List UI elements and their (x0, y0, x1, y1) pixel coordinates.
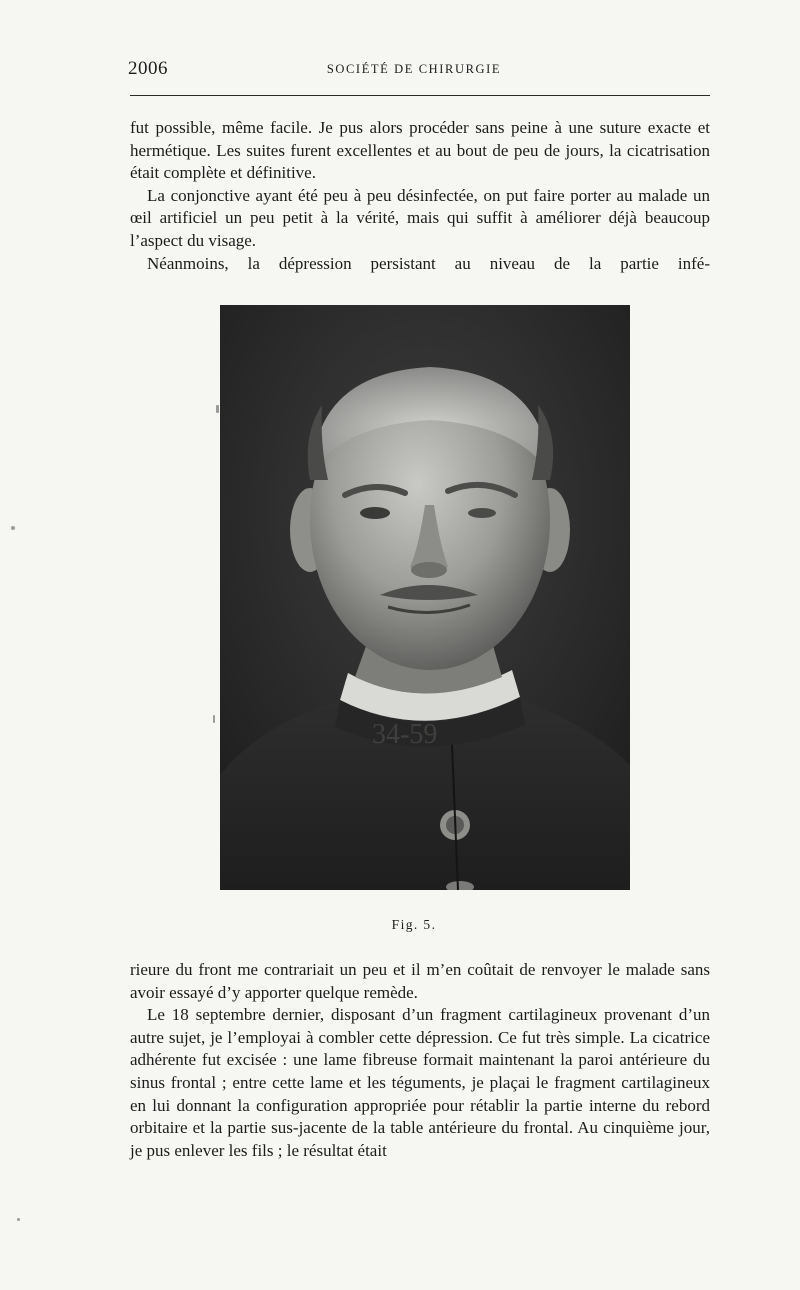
paper-speck (17, 1218, 20, 1221)
text-block-top (130, 117, 710, 275)
running-head: SOCIÉTÉ DE CHIRURGIE (326, 62, 502, 76)
paragraph: La conjonctive ayant été peu à peu désinfectée, on put faire porter au malade un œil artificiel un peu petit à la vérité, mais qui suffit à améliorer déjà beaucoup l’aspect du visage. (130, 185, 710, 250)
paragraph: fut possible, même facile. Je pus alors procéder sans peine à une suture exacte et hermétique. Les suites furent excellentes et au bout de peu de jours, la cicatrisation était complète et définitive. (130, 118, 710, 183)
figure-caption: Fig. 5. (391, 917, 437, 932)
paper-speck (11, 526, 15, 530)
text-block-bottom (130, 959, 710, 1162)
paper-speck (213, 715, 215, 723)
header-rule (130, 95, 710, 96)
paragraph: rieure du front me contrariait un peu et il m’en coûtait de renvoyer le malade sans avoir essayé d’y apporter quelque remède. (130, 960, 710, 1002)
page-number: 2006 (128, 58, 168, 79)
portrait-photograph (220, 305, 630, 890)
paragraph: Néanmoins, la dépression persistant au niveau de la partie infé- (147, 253, 710, 273)
paragraph: Le 18 septembre dernier, disposant d’un fragment cartilagineux provenant d’un autre sujet, je l’employai à combler cette dépression. Ce fut très simple. La cicatrice adhérente fut excisée : une lame fibreuse formait maintenant la paroi antérieure du sinus frontal ; entre cette lame et les téguments, je plaçai le fragment cartilagineux en lui donnant la configuration appropriée pour rétablir la partie interne du rebord orbitaire et la partie sus-jacente de la table antérieure du frontal. Au cinquième jour, je pus enlever les fils ; le résultat était (130, 1005, 710, 1160)
badge-number: 34-59 (372, 719, 438, 750)
portrait-image (220, 305, 630, 890)
paper-speck (216, 405, 219, 413)
